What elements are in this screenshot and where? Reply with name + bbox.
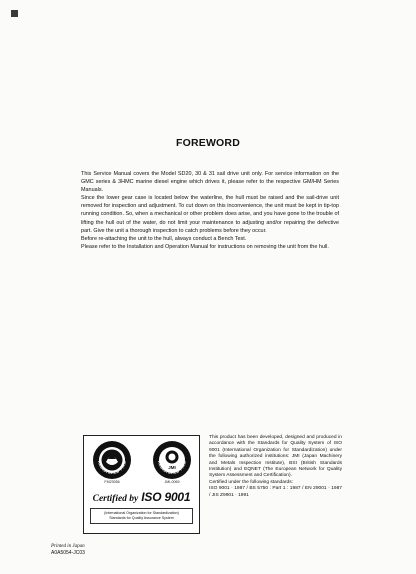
- document-code: A0A5054-JC03: [51, 550, 85, 557]
- footer: [51, 544, 85, 557]
- iso-caption-line-1: (International Organization for Standardization): [104, 511, 179, 515]
- certification-statement-paragraph: This product has been developed, designed and produced in accordance with the Standards for Quality System of ISO 9001 (International Organization for Standardization) under the following authorized institutions: JMI (Japan Machinery and Metals Inspection Institute), BSI (British Standards Institution) and EQNET (The European Network for Quality System Assessment and Certification).: [209, 435, 342, 479]
- certified-by-heading: [84, 488, 199, 506]
- foreword-paragraph-3: Before re-attaching the unit to the hull, always conduct a Bench Test.: [81, 235, 247, 242]
- logo-left-code: FM23056: [104, 480, 120, 484]
- logo-left-text: REGISTERED FIRM: [96, 460, 128, 476]
- registered-firm-logo-left: [92, 440, 132, 480]
- iso-caption-box: [90, 508, 193, 524]
- jmi-seal-icon: [152, 440, 192, 480]
- iso-caption-line-2: Standards for Quality Assurance System: [109, 516, 174, 521]
- certification-statement: [209, 435, 342, 499]
- iso-9001-mark: ISO 9001: [141, 490, 191, 504]
- bsi-seal-icon: [92, 440, 132, 480]
- foreword-paragraph-1: This Service Manual covers the Model SD20, 30 & 31 sail drive unit only. For service information on the GMC series & 3HMC marine diesel engine which drives it, please refer to the respective GM/HM Series Manuals.: [81, 171, 339, 194]
- registered-firm-logo-right: [152, 440, 192, 480]
- logo-right-text: REGISTERED FIRM: [156, 460, 188, 476]
- foreword-body: [81, 170, 339, 251]
- certification-standards-list: ISO 9001 · 1987 / BS 5750 : Part 1 : 1987 / EN 29001 · 1987 / JIS Z9901 · 1991: [209, 486, 342, 498]
- logo-right-code: JMI-0069: [164, 480, 180, 484]
- printed-in-label: Printed in Japan: [51, 544, 85, 549]
- certified-by-label: Certified by: [92, 494, 139, 504]
- page-title: FOREWORD: [175, 137, 240, 149]
- certification-standards-intro: Certified under the following standards:: [209, 479, 294, 485]
- foreword-paragraph-4: Please refer to the Installation and Operation Manual for instructions on removing the unit from the hull.: [81, 243, 329, 250]
- logo-right-mark: JMI: [168, 465, 176, 470]
- foreword-paragraph-2: Since the lower gear case is located below the waterline, the hull must be raised and the sail-drive unit removed for inspection and adjustment. To cut down on this inconvenience, the unit must be kept in tip-top running condition. So, when a mechanical or other problem does arise, and you have gone to the trouble of lifting the hull out of the water, do not limit your maintenance to adjusting and/or repairing the defective part. Give the unit a thorough inspection to catch problems before they occur.: [81, 195, 339, 234]
- certification-box: [83, 435, 200, 534]
- corner-registration-mark: [11, 10, 18, 17]
